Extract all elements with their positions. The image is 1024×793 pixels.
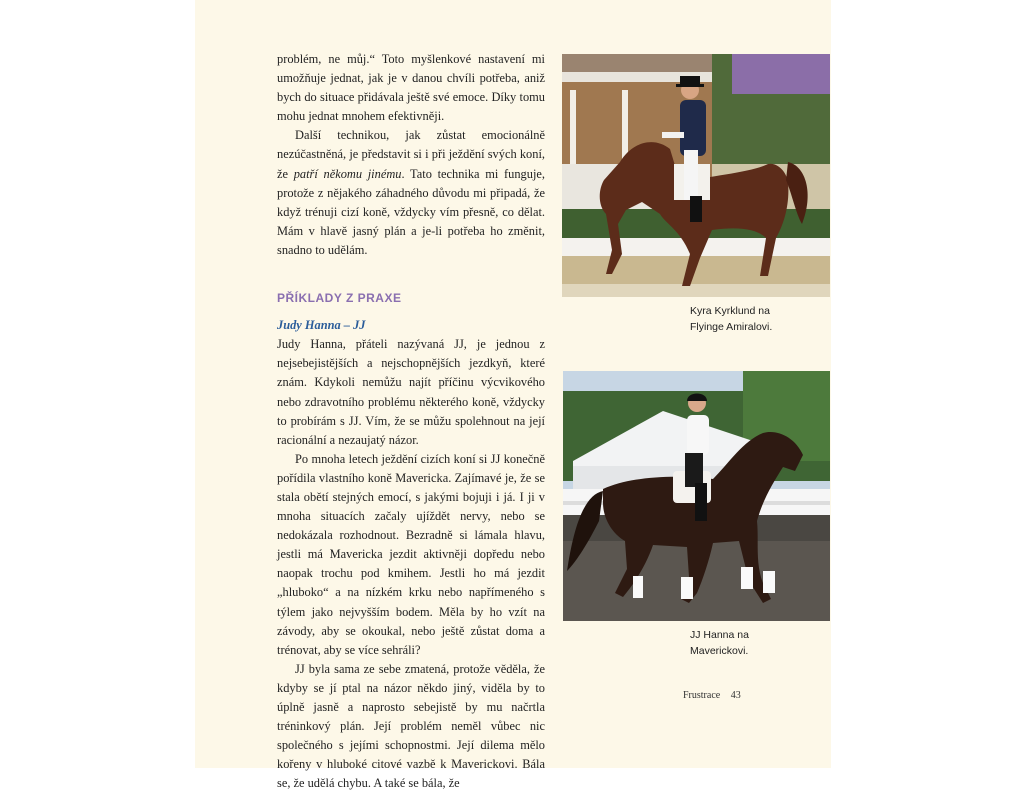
body-paragraph [277,126,545,260]
section-heading: PŘÍKLADY Z PRAXE [277,291,402,306]
text-column [277,50,545,793]
caption-line: Maverickovi. [690,645,749,657]
emphasis-text: patří někomu jinému [293,166,402,181]
text-run: . Tato technika mi funguje, protože z nějakého záhadného důvodu mi připadá, že když trénuji cizí koně, vždycky vím přesně, co dělat. Mám v hlavě jasný plán a je-li potřeba ho změnit, snadno to udělám. [277,166,545,257]
text-run: Další technikou, jak zůstat emocionálně nezúčastněná, je představit si i při ježdění svých koní, že [277,128,545,181]
caption-line: Flyinge Amiralovi. [690,321,773,333]
running-footer-chapter: Frustrace [683,690,721,701]
caption-line: Kyra Kyrklund na [690,305,770,317]
body-paragraph: problém, ne můj.“ Toto myšlenkové nastavení mi umožňuje jednat, jak je v danou chvíli potřeba, aniž bych do situace přidávala ještě své emoce. Díky tomu mohu jednat mnohem efektivněji. [277,52,545,124]
photo-caption [690,303,772,335]
body-paragraph: Po mnoha letech ježdění cizích koní si JJ konečně pořídila vlastního koně Mavericka. Zajímavé je, že se stala obětí stejných emocí, s jakými bojuji i já. I ji v mnoha situacích začaly ujíždět nervy, nebo se nedokázala rozhodnout. Bezradně si lámala hlavu, jestli má Mavericka jezdit aktivněji dopředu nebo naopak trochu pod kmihem. Jestli ho má jezdit „hluboko“ a na nízkém krku nebo napřímeného s týlem jako nejvyšším bodem. Měla by ho vzít na závody, aby se okoukal, nebo ještě zůstat doma a trénovat, aby se více sehráli? [277,451,545,657]
body-paragraph: Judy Hanna, přáteli nazývaná JJ, je jednou z nejsebejistějších a nejschopnějších jezdkyň, které znám. Kdykoli nemůžu najít příčinu výcvikového nebo zdravotního problému některého koně, vždycky to probírám s JJ. Vím, že se můžu spolehnout na její racionální a nezaujatý názor. [277,337,545,447]
page-number: 43 [730,690,741,701]
subheading: Judy Hanna – JJ [277,318,366,333]
photo-dressage-rider-bottom [563,371,830,621]
photo-dressage-rider-top [562,54,830,297]
caption-line: JJ Hanna na [690,629,749,641]
photo-caption [690,627,749,659]
page-footer [683,690,749,701]
body-paragraph: JJ byla sama ze sebe zmatená, protože věděla, že kdyby se jí ptal na názor někdo jiný, viděla by to úplně jasně a naprosto sebejistě by mu načrtla tréninkový plán. Její problém neměl vůbec nic společného s jejími schopnostmi. Její dilema mělo kořeny v hluboké citové vazbě k Maverickovi. Bála se, že udělá chybu. A také se bála, že [277,661,545,791]
